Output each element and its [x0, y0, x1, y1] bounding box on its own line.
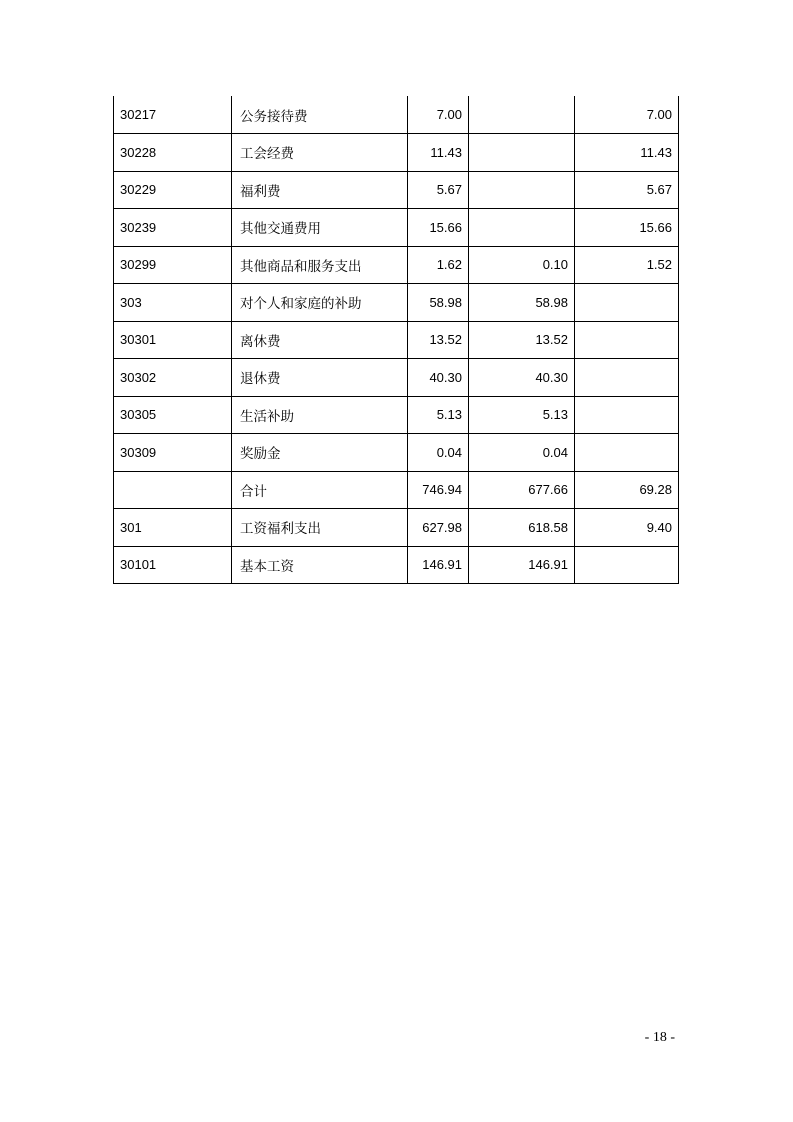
project-expense-cell: 1.52	[575, 246, 679, 284]
project-expense-cell: 11.43	[575, 134, 679, 172]
account-name-cell: 其他交通费用	[232, 209, 408, 247]
account-code-cell: 30239	[114, 209, 232, 247]
total-amount-cell: 0.04	[408, 434, 469, 472]
account-name-cell: 奖励金	[232, 434, 408, 472]
project-expense-cell	[575, 396, 679, 434]
table-row	[114, 171, 679, 209]
basic-expense-cell: 618.58	[469, 509, 575, 547]
basic-expense-cell: 13.52	[469, 321, 575, 359]
budget-table	[113, 96, 679, 584]
table-row	[114, 546, 679, 584]
account-code-cell: 30299	[114, 246, 232, 284]
total-amount-cell: 15.66	[408, 209, 469, 247]
project-expense-cell	[575, 321, 679, 359]
account-name-cell: 基本工资	[232, 546, 408, 584]
project-expense-cell	[575, 284, 679, 322]
table-row	[114, 396, 679, 434]
project-expense-cell	[575, 359, 679, 397]
account-name-cell: 对个人和家庭的补助	[232, 284, 408, 322]
basic-expense-cell	[469, 134, 575, 172]
account-name-cell: 退休费	[232, 359, 408, 397]
total-amount-cell: 5.67	[408, 171, 469, 209]
account-code-cell: 30301	[114, 321, 232, 359]
basic-expense-cell: 0.10	[469, 246, 575, 284]
total-amount-cell: 11.43	[408, 134, 469, 172]
project-expense-cell	[575, 546, 679, 584]
account-code-cell: 30302	[114, 359, 232, 397]
basic-expense-cell: 58.98	[469, 284, 575, 322]
account-code-cell: 303	[114, 284, 232, 322]
table-row	[114, 246, 679, 284]
account-name-cell: 福利费	[232, 171, 408, 209]
table-row	[114, 509, 679, 547]
table-row	[114, 434, 679, 472]
project-expense-cell: 69.28	[575, 471, 679, 509]
project-expense-cell: 7.00	[575, 96, 679, 134]
table-row	[114, 359, 679, 397]
total-amount-cell: 40.30	[408, 359, 469, 397]
total-amount-cell: 7.00	[408, 96, 469, 134]
basic-expense-cell: 146.91	[469, 546, 575, 584]
total-amount-cell: 146.91	[408, 546, 469, 584]
account-code-cell	[114, 471, 232, 509]
account-name-cell: 工会经费	[232, 134, 408, 172]
total-amount-cell: 1.62	[408, 246, 469, 284]
account-name-cell: 公务接待费	[232, 96, 408, 134]
total-amount-cell: 58.98	[408, 284, 469, 322]
project-expense-cell: 5.67	[575, 171, 679, 209]
basic-expense-cell	[469, 171, 575, 209]
account-code-cell: 30228	[114, 134, 232, 172]
table-row	[114, 471, 679, 509]
table-row	[114, 134, 679, 172]
table-row	[114, 284, 679, 322]
account-name-cell: 离休费	[232, 321, 408, 359]
account-code-cell: 30217	[114, 96, 232, 134]
total-amount-cell: 5.13	[408, 396, 469, 434]
page-number: - 18 -	[644, 1030, 675, 1045]
account-code-cell: 301	[114, 509, 232, 547]
basic-expense-cell: 0.04	[469, 434, 575, 472]
total-amount-cell: 746.94	[408, 471, 469, 509]
table-body	[114, 96, 679, 584]
table-row	[114, 96, 679, 134]
project-expense-cell: 15.66	[575, 209, 679, 247]
basic-expense-cell: 5.13	[469, 396, 575, 434]
project-expense-cell: 9.40	[575, 509, 679, 547]
total-amount-cell: 13.52	[408, 321, 469, 359]
account-name-cell: 合计	[232, 471, 408, 509]
account-name-cell: 生活补助	[232, 396, 408, 434]
table-row	[114, 321, 679, 359]
table-row	[114, 209, 679, 247]
account-code-cell: 30309	[114, 434, 232, 472]
basic-expense-cell: 40.30	[469, 359, 575, 397]
project-expense-cell	[575, 434, 679, 472]
account-code-cell: 30229	[114, 171, 232, 209]
account-name-cell: 其他商品和服务支出	[232, 246, 408, 284]
basic-expense-cell	[469, 96, 575, 134]
basic-expense-cell	[469, 209, 575, 247]
account-code-cell: 30101	[114, 546, 232, 584]
account-name-cell: 工资福利支出	[232, 509, 408, 547]
total-amount-cell: 627.98	[408, 509, 469, 547]
basic-expense-cell: 677.66	[469, 471, 575, 509]
account-code-cell: 30305	[114, 396, 232, 434]
